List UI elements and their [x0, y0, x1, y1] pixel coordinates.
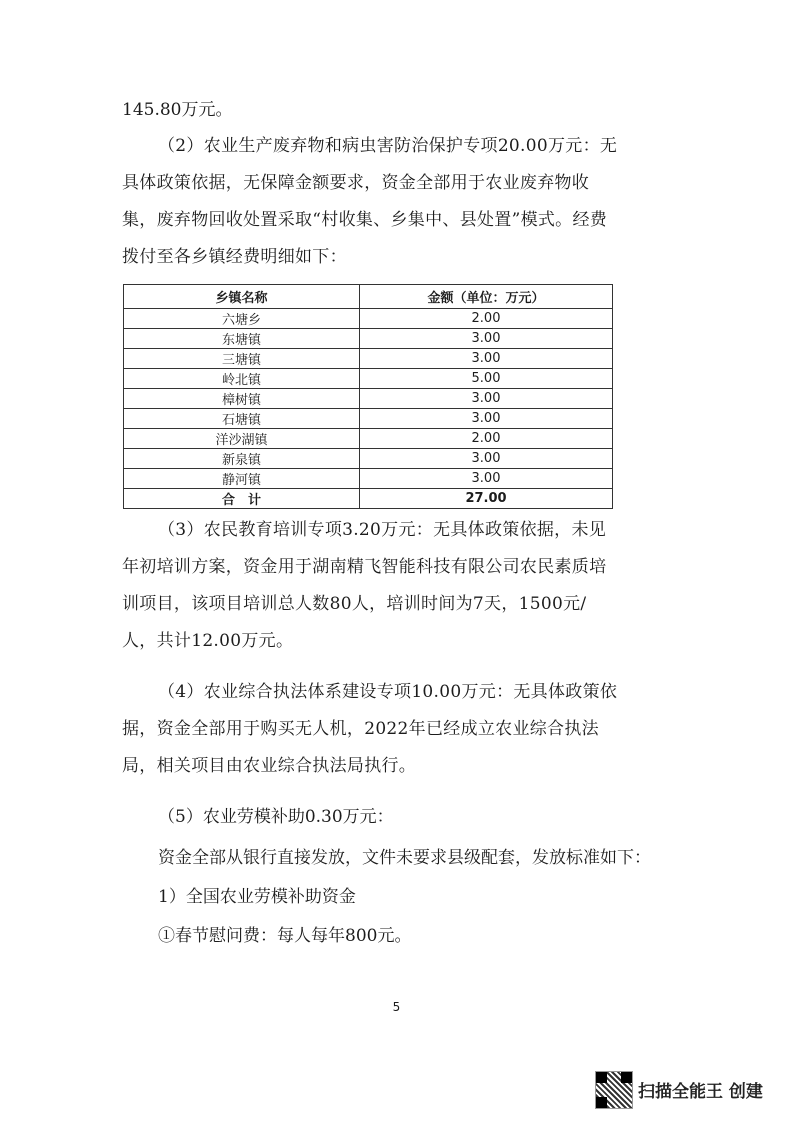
town-name-cell: 樟树镇 — [124, 389, 360, 409]
town-name-cell: 东塘镇 — [124, 329, 360, 349]
paragraph-national-subsidy: 1）全国农业劳模补助资金 — [158, 887, 356, 907]
amount-cell: 3.00 — [360, 469, 613, 489]
town-name-cell: 三塘镇 — [124, 349, 360, 369]
table-row — [124, 329, 613, 349]
town-funds-table — [123, 284, 613, 509]
paragraph-waste-control — [122, 128, 620, 276]
page-number: 5 — [392, 1000, 401, 1014]
table-row — [124, 409, 613, 429]
table-row — [124, 469, 613, 489]
town-name-cell: 新泉镇 — [124, 449, 360, 469]
total-label-cell: 合 计 — [124, 489, 360, 509]
paragraph-text: （4）农业综合执法体系建设专项10.00万元：无具体政策依据，资金全部用于购买无人机，2022年已经成立农业综合执法局，相关项目由农业综合执法局执行。 — [122, 682, 618, 776]
amount-cell: 3.00 — [360, 409, 613, 429]
paragraph-model-worker: （5）农业劳模补助0.30万元： — [158, 807, 394, 827]
town-name-cell: 石塘镇 — [124, 409, 360, 429]
amount-cell: 3.00 — [360, 329, 613, 349]
table-row — [124, 349, 613, 369]
town-name-cell: 静河镇 — [124, 469, 360, 489]
amount-cell: 2.00 — [360, 429, 613, 449]
total-amount-cell: 27.00 — [360, 489, 613, 509]
paragraph-enforcement — [122, 674, 620, 785]
paragraph-text: （3）农民教育培训专项3.20万元：无具体政策依据，未见年初培训方案，资金用于湖南精飞智能科技有限公司农民素质培训项目，该项目培训总人数80人，培训时间为7天，1500元/人，共计12.00万元。 — [122, 520, 607, 651]
town-name-cell: 岭北镇 — [124, 369, 360, 389]
town-name-cell: 六塘乡 — [124, 309, 360, 329]
table-row — [124, 449, 613, 469]
table-row — [124, 369, 613, 389]
paragraph-payment: 资金全部从银行直接发放，文件未要求县级配套，发放标准如下： — [158, 848, 651, 868]
paragraph-training — [122, 512, 620, 660]
amount-cell: 5.00 — [360, 369, 613, 389]
table-row — [124, 389, 613, 409]
amount-cell: 3.00 — [360, 449, 613, 469]
table-total-row — [124, 489, 613, 509]
header-town: 乡镇名称 — [124, 285, 360, 309]
qr-code-icon — [595, 1071, 633, 1109]
table-row — [124, 429, 613, 449]
amount-cell: 3.00 — [360, 389, 613, 409]
amount-cell: 2.00 — [360, 309, 613, 329]
paragraph-text: （2）农业生产废弃物和病虫害防治保护专项20.00万元：无具体政策依据，无保障金额要求，资金全部用于农业废弃物收集，废弃物回收处置采取“村收集、乡集中、县处置”模式。经费拨付至各乡镇经费明细如下： — [122, 136, 618, 267]
table-row — [124, 309, 613, 329]
scanner-watermark: 扫描全能王 创建 — [638, 1082, 763, 1102]
paragraph-continuation: 145.80万元。 — [122, 100, 233, 120]
table-header-row — [124, 285, 613, 309]
town-name-cell: 洋沙湖镇 — [124, 429, 360, 449]
amount-cell: 3.00 — [360, 349, 613, 369]
paragraph-spring-festival: ①春节慰问费：每人每年800元。 — [158, 926, 412, 946]
header-amount: 金额（单位：万元） — [360, 285, 613, 309]
